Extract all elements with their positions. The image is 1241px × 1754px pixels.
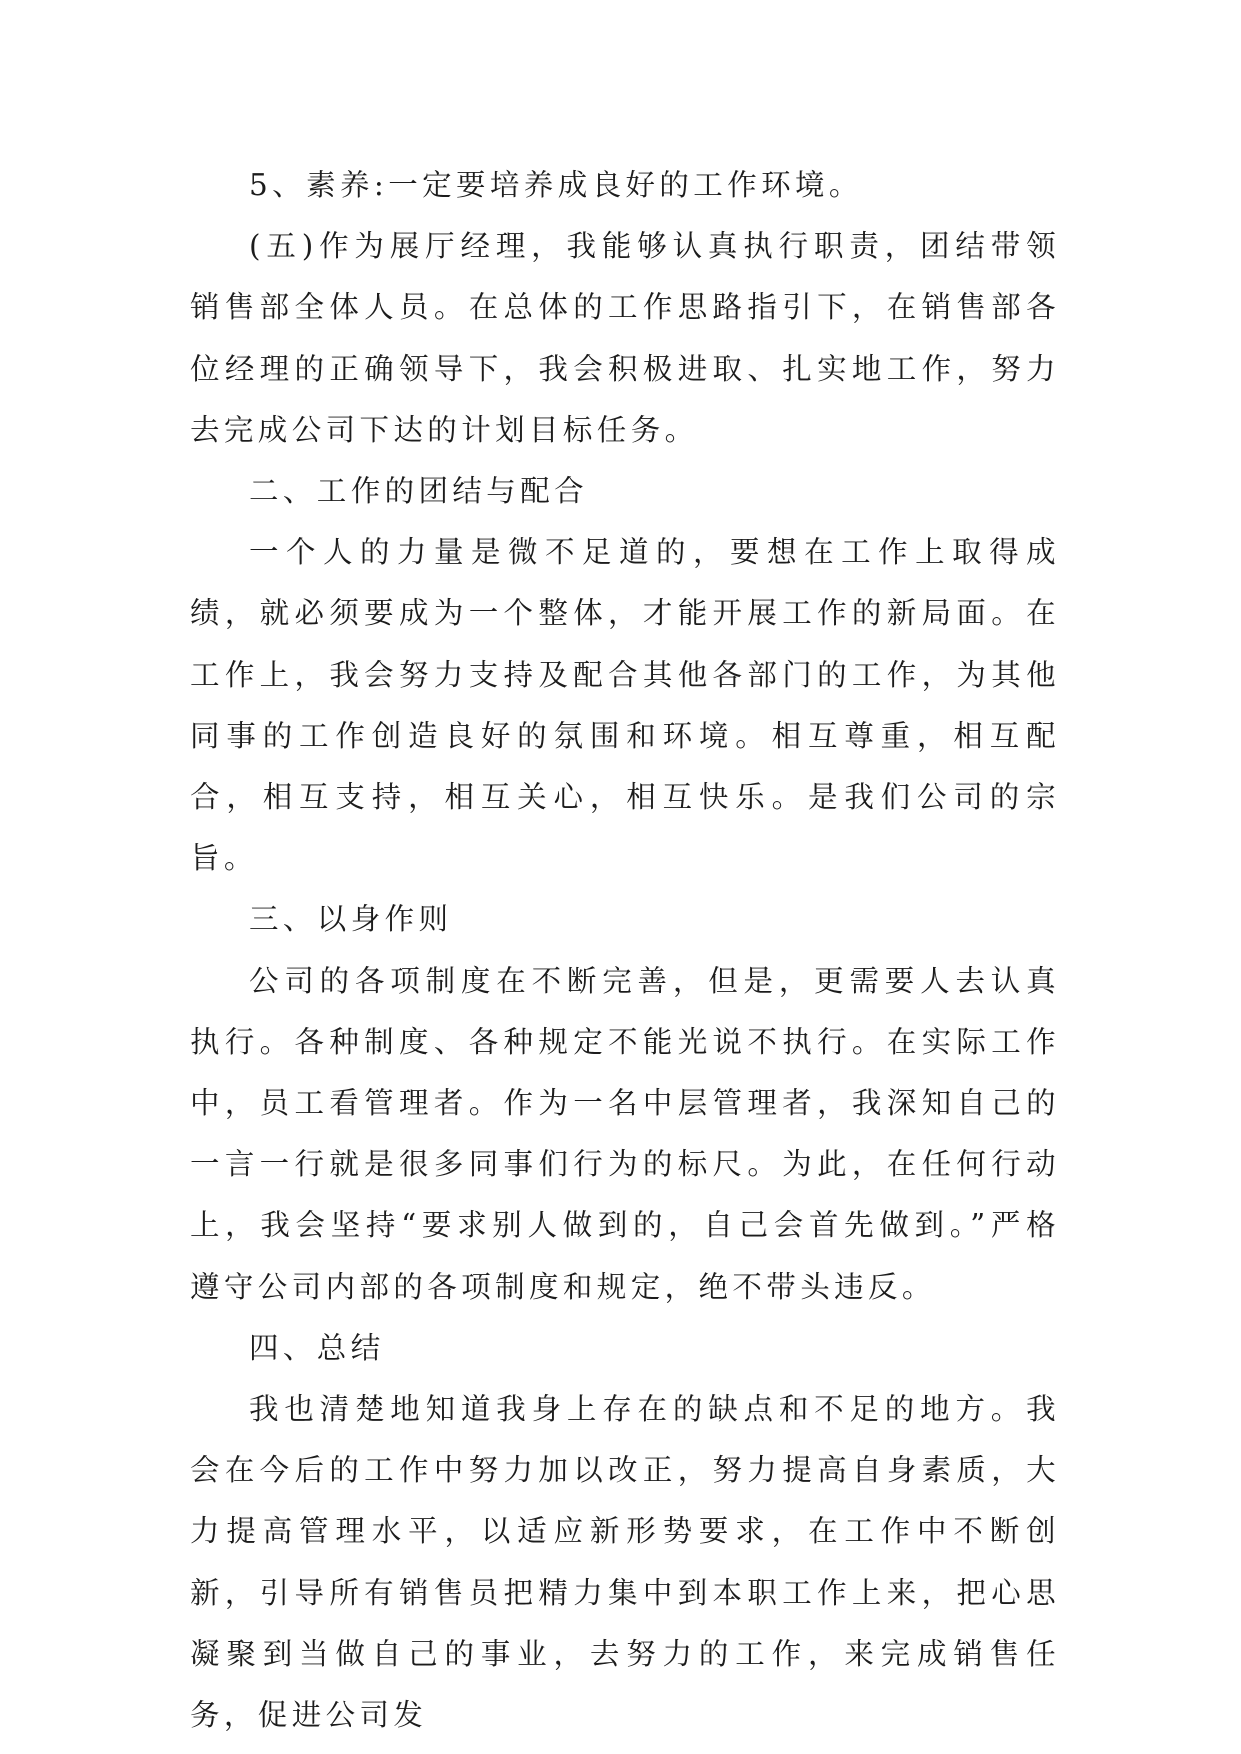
paragraph-item-5-literacy: 5、素养:一定要培养成良好的工作环境。 [249, 168, 863, 202]
document-body [190, 155, 1060, 1746]
paragraph-showroom-manager: (五)作为展厅经理，我能够认真执行职责，团结带领销售部全体人员。在总体的工作思路指引下，在销售部各位经理的正确领导下，我会积极进取、扎实地工作，努力去完成公司下达的计划目标任务。 [190, 229, 1060, 447]
paragraph-teamwork: 一个人的力量是微不足道的，要想在工作上取得成绩，就必须要成为一个整体，才能开展工作的新局面。在工作上，我会努力支持及配合其他各部门的工作，为其他同事的工作创造良好的氛围和环境。相互尊重，相互配合，相互支持，相互关心，相互快乐。是我们公司的宗旨。 [190, 535, 1060, 876]
section-heading-summary: 四、总结 [249, 1330, 385, 1365]
section-heading-teamwork: 二、工作的团结与配合 [249, 474, 589, 509]
paragraph-lead-by-example: 公司的各项制度在不断完善，但是，更需要人去认真执行。各种制度、各种规定不能光说不执行。在实际工作中，员工看管理者。作为一名中层管理者，我深知自己的一言一行就是很多同事们行为的标尺。为此，在任何行动上，我会坚持“要求别人做到的，自己会首先做到。”严格遵守公司内部的各项制度和规定，绝不带头违反。 [190, 963, 1060, 1304]
paragraph-summary: 我也清楚地知道我身上存在的缺点和不足的地方。我会在今后的工作中努力加以改正，努力提高自身素质，大力提高管理水平，以适应新形势要求，在工作中不断创新，引导所有销售员把精力集中到本职工作上来，把心思凝聚到当做自己的事业，去努力的工作，来完成销售任务，促进公司发 [190, 1392, 1060, 1733]
section-heading-lead-by-example: 三、以身作则 [249, 902, 453, 937]
